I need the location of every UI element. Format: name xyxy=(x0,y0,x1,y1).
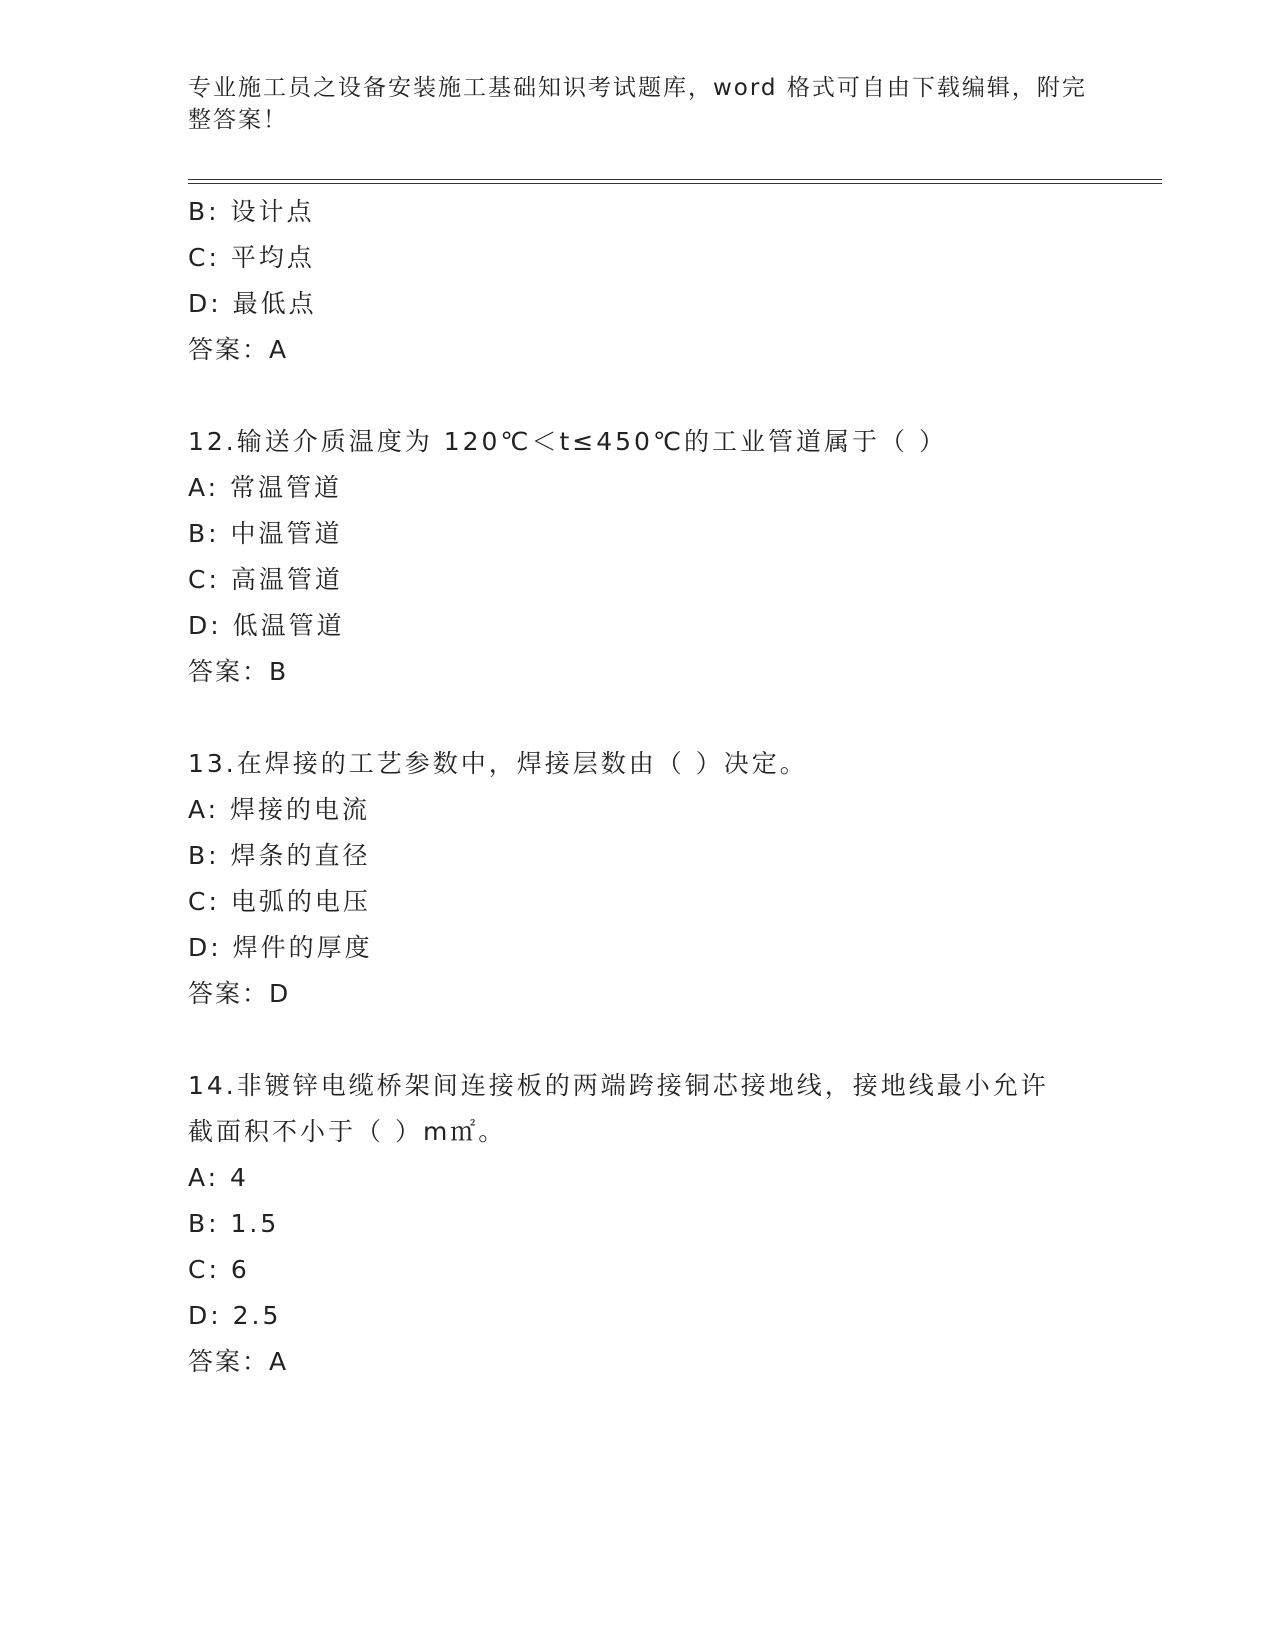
header-divider-top xyxy=(188,179,1162,180)
question-13 xyxy=(188,741,1088,1017)
option-a: A: 常温管道 xyxy=(188,473,343,502)
spacer xyxy=(188,1017,1088,1063)
question-text: 12.输送介质温度为 120℃＜t≤450℃的工业管道属于（ ） xyxy=(188,427,947,456)
option-d: D: 最低点 xyxy=(188,289,317,318)
question-text-line-2: 截面积不小于（ ）m㎡。 xyxy=(188,1117,507,1146)
spacer xyxy=(188,373,1088,419)
option-b: B: 焊条的直径 xyxy=(188,841,371,870)
option-a: A: 4 xyxy=(188,1163,249,1192)
document-header xyxy=(188,72,1088,136)
answer: 答案：B xyxy=(188,657,289,686)
option-a: A: 焊接的电流 xyxy=(188,795,371,824)
header-title-line-2: 整答案！ xyxy=(188,107,288,133)
question-12 xyxy=(188,419,1088,695)
answer: 答案：A xyxy=(188,1347,289,1376)
answer: 答案：A xyxy=(188,335,289,364)
option-c: C: 6 xyxy=(188,1255,250,1284)
answer: 答案：D xyxy=(188,979,291,1008)
question-list xyxy=(188,189,1088,1385)
option-c: C: 电弧的电压 xyxy=(188,887,371,916)
spacer xyxy=(188,695,1088,741)
option-d: D: 焊件的厚度 xyxy=(188,933,373,962)
option-d: D: 2.5 xyxy=(188,1301,282,1330)
option-b: B: 设计点 xyxy=(188,197,315,226)
option-c: C: 平均点 xyxy=(188,243,315,272)
header-divider-bottom xyxy=(188,183,1162,184)
question-11-continued xyxy=(188,189,1088,373)
question-text: 13.在焊接的工艺参数中，焊接层数由（ ）决定。 xyxy=(188,749,808,778)
header-title-line-1: 专业施工员之设备安装施工基础知识考试题库，word 格式可自由下载编辑，附完 xyxy=(188,75,1087,101)
option-c: C: 高温管道 xyxy=(188,565,343,594)
option-b: B: 1.5 xyxy=(188,1209,280,1238)
option-d: D: 低温管道 xyxy=(188,611,345,640)
question-14 xyxy=(188,1063,1088,1385)
question-text-line-1: 14.非镀锌电缆桥架间连接板的两端跨接铜芯接地线，接地线最小允许 xyxy=(188,1071,1049,1100)
option-b: B: 中温管道 xyxy=(188,519,343,548)
